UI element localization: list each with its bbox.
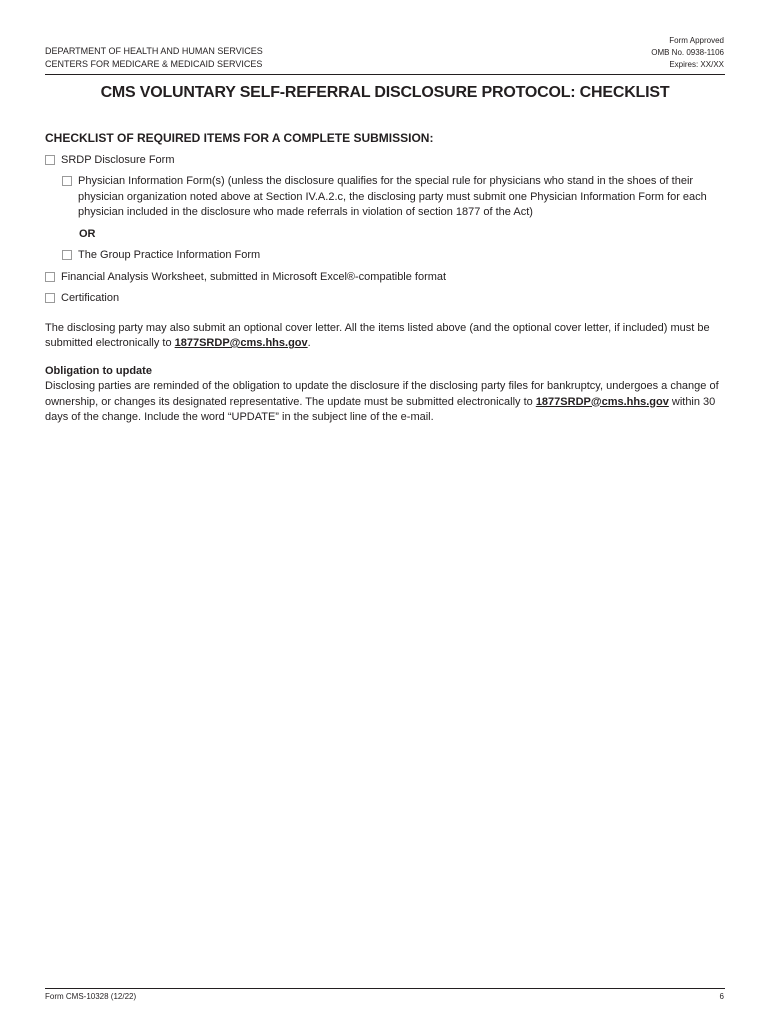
- checklist-item-certification: [45, 291, 727, 307]
- obligation-suffix: within 30 days of the change. Include the word “UPDATE” in the subject line of the e-mail.: [45, 395, 716, 423]
- checklist-item-label: Certification: [61, 292, 120, 304]
- submission-email-link[interactable]: 1877SRDP@cms.hhs.gov: [174, 337, 308, 349]
- agency-department: DEPARTMENT OF HEALTH AND HUMAN SERVICES: [45, 46, 263, 56]
- cover-letter-suffix: .: [307, 337, 311, 349]
- header-divider: [45, 74, 725, 75]
- page-title: CMS VOLUNTARY SELF-REFERRAL DISCLOSURE PROTOCOL: CHECKLIST: [100, 84, 670, 101]
- checkbox-financial-worksheet[interactable]: [45, 272, 55, 282]
- obligation-text: Disclosing parties are reminded of the obligation to update the disclosure if the disclosing party files for bankruptcy, undergoes a change of ownership, or changes its designated representative. The update must be submitted electronically to: [45, 380, 719, 408]
- checklist-item-srdp-form: [45, 153, 727, 169]
- or-separator: OR: [79, 227, 96, 240]
- checklist-item-label: Financial Analysis Worksheet, submitted in Microsoft Excel®-compatible format: [61, 270, 447, 283]
- update-email-link[interactable]: 1877SRDP@cms.hhs.gov: [535, 395, 669, 408]
- checklist-item-label: Physician Information Form(s) (unless the disclosure qualifies for the special rule for physicians who stand in the shoes of their physician organization noted above at Section IV.A.2.c, the disclosing party must submit one Physician Information Form for each physician included in the disclosure who made referrals in violation of section 1877 of the Act): [78, 175, 707, 218]
- checkbox-group-practice-form[interactable]: [62, 250, 72, 260]
- checkbox-srdp-form[interactable]: [45, 155, 55, 165]
- checklist-item-label: SRDP Disclosure Form: [61, 153, 175, 166]
- checkbox-certification[interactable]: [45, 293, 55, 303]
- expiration-date: Expires: XX/XX: [669, 60, 724, 69]
- checkbox-physician-form[interactable]: [62, 176, 72, 186]
- checklist-item-group-practice-form: [62, 248, 727, 264]
- agency-block: [45, 45, 263, 71]
- omb-block: [651, 35, 724, 71]
- form-id: Form CMS-10328 (12/22): [45, 992, 137, 1001]
- main-content: [45, 131, 727, 426]
- obligation-paragraph: [45, 379, 727, 426]
- obligation-heading: Obligation to update: [45, 364, 152, 377]
- agency-center: CENTERS FOR MEDICARE & MEDICAID SERVICES: [45, 59, 263, 69]
- page-number: 6: [719, 992, 724, 1001]
- checklist-heading: CHECKLIST OF REQUIRED ITEMS FOR A COMPLETE SUBMISSION:: [45, 131, 434, 145]
- checklist-item-label: The Group Practice Information Form: [78, 249, 261, 261]
- checklist-item-financial-worksheet: [45, 270, 727, 286]
- footer-divider: [45, 988, 725, 989]
- cover-letter-text: The disclosing party may also submit an optional cover letter. All the items listed above (and the optional cover letter, if included) must be submitted electronically to: [45, 321, 710, 349]
- cover-letter-paragraph: [45, 321, 727, 352]
- form-approved-label: Form Approved: [669, 36, 724, 45]
- omb-number: OMB No. 0938-1106: [651, 48, 724, 57]
- checklist-item-physician-form: [62, 174, 727, 221]
